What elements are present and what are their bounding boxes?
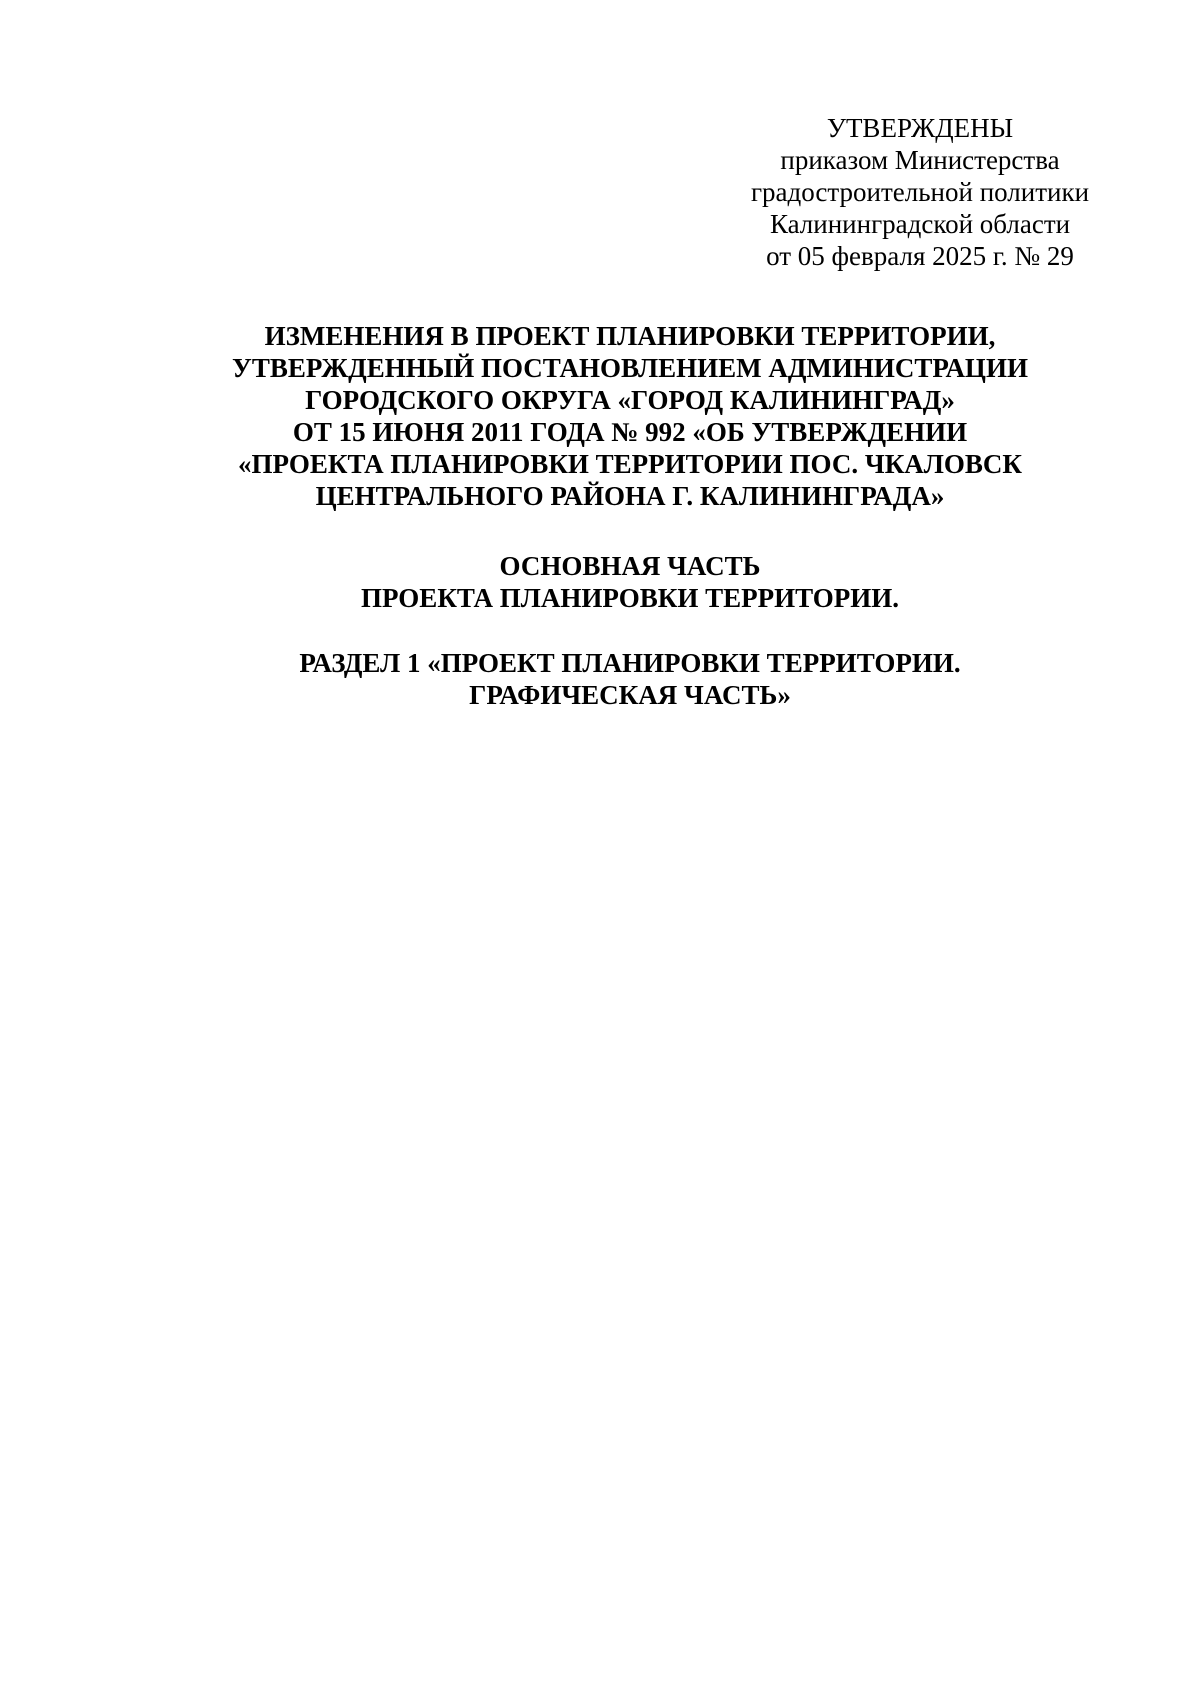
section-line: ГРАФИЧЕСКАЯ ЧАСТЬ»	[469, 680, 791, 710]
approval-line-region: Калининградской области	[769, 209, 1071, 239]
subtitle-line: ПРОЕКТА ПЛАНИРОВКИ ТЕРРИТОРИИ.	[360, 583, 900, 613]
title-line: ОТ 15 ИЮНЯ 2011 ГОДА № 992 «ОБ УТВЕРЖДЕНИИ	[292, 417, 968, 447]
title-line: УТВЕРЖДЕННЫЙ ПОСТАНОВЛЕНИЕМ АДМИНИСТРАЦИИ	[232, 353, 1028, 383]
approval-line-policy: градостроительной политики	[750, 177, 1090, 207]
approval-line-approved: УТВЕРЖДЕНЫ	[826, 113, 1014, 143]
document-subtitle	[150, 550, 1110, 614]
approval-stamp	[720, 112, 1120, 272]
title-line: «ПРОЕКТА ПЛАНИРОВКИ ТЕРРИТОРИИ ПОС. ЧКАЛОВСК	[238, 449, 1022, 479]
section-line: РАЗДЕЛ 1 «ПРОЕКТ ПЛАНИРОВКИ ТЕРРИТОРИИ.	[299, 648, 961, 678]
document-title	[150, 320, 1110, 512]
section-heading	[150, 647, 1110, 711]
title-line: ГОРОДСКОГО ОКРУГА «ГОРОД КАЛИНИНГРАД»	[305, 385, 955, 415]
subtitle-line: ОСНОВНАЯ ЧАСТЬ	[499, 551, 761, 581]
title-line: ЦЕНТРАЛЬНОГО РАЙОНА Г. КАЛИНИНГРАДА»	[315, 481, 945, 511]
title-line: ИЗМЕНЕНИЯ В ПРОЕКТ ПЛАНИРОВКИ ТЕРРИТОРИИ,	[264, 321, 996, 351]
approval-line-date: от 05 февраля 2025 г. № 29	[766, 241, 1074, 271]
approval-line-order: приказом Министерства	[780, 145, 1060, 175]
